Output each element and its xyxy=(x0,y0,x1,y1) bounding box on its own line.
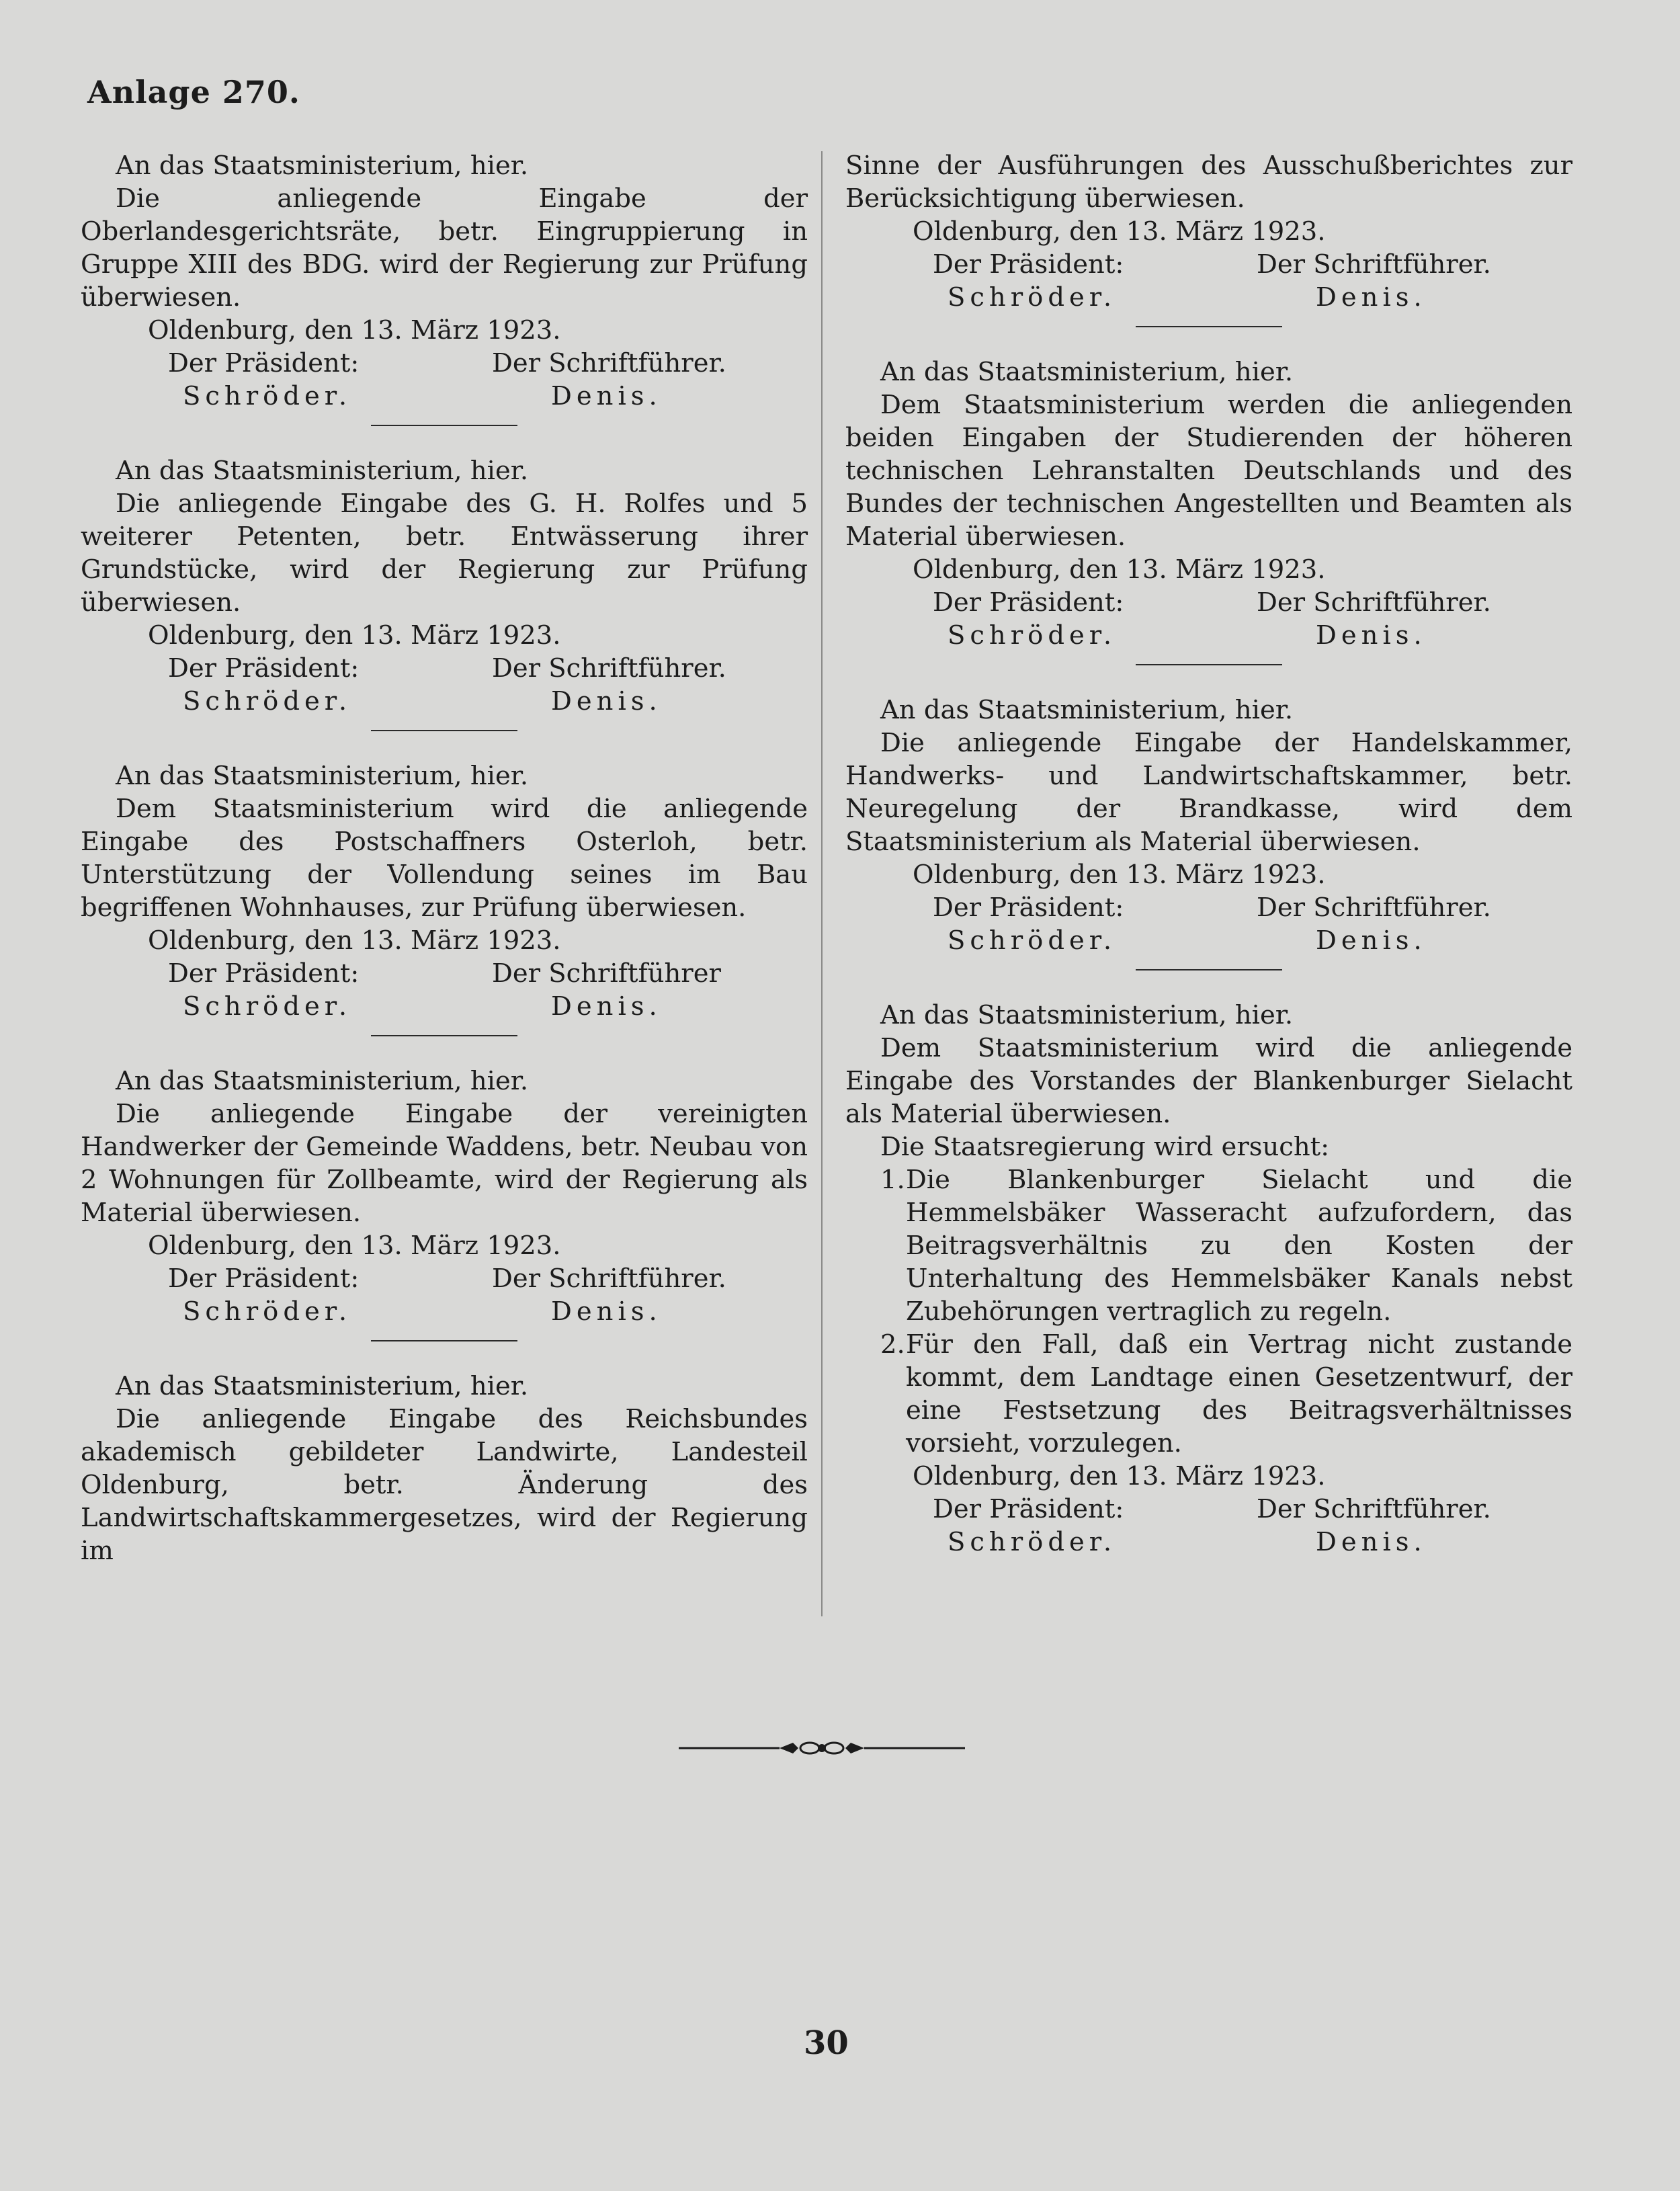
secretary-title: Der Schriftführer. xyxy=(492,1264,726,1294)
secretary-title: Der Schriftführer. xyxy=(1257,249,1491,280)
president-title: Der Präsident: xyxy=(168,958,360,989)
secretary-name: Denis. xyxy=(1316,282,1427,313)
resolution-entry xyxy=(845,149,1572,356)
signature-block xyxy=(845,586,1572,652)
secretary-name: Denis. xyxy=(1316,925,1427,956)
entry-heading: An das Staatsministerium, hier. xyxy=(880,357,1294,387)
secretary-name: Denis. xyxy=(551,381,662,411)
request-list xyxy=(845,1163,1572,1460)
president-name: Schröder. xyxy=(183,381,352,411)
president-name: Schröder. xyxy=(948,282,1117,313)
entry-date: Oldenburg, den 13. März 1923. xyxy=(913,1461,1326,1491)
resolution-entry xyxy=(81,1370,808,1567)
resolution-entry xyxy=(81,1065,808,1370)
entry-body: Die anliegende Eingabe der Oberlandesgerichtsräte, betr. Eingruppierung in Gruppe XIII des BDG. wird der Regierung zur Prüfung überwiesen. xyxy=(81,183,808,313)
secretary-title: Der Schriftführer xyxy=(492,958,721,989)
signature-block xyxy=(81,652,808,718)
entry-request: Die Staatsregierung wird ersucht: xyxy=(880,1132,1330,1162)
entry-date: Oldenburg, den 13. März 1923. xyxy=(913,216,1326,247)
list-item xyxy=(845,1163,1572,1328)
signature-block xyxy=(845,248,1572,314)
entry-heading: An das Staatsministerium, hier. xyxy=(116,151,529,181)
resolution-entry xyxy=(81,759,808,1065)
resolution-entry xyxy=(845,356,1572,694)
entry-heading: An das Staatsministerium, hier. xyxy=(116,761,529,791)
secretary-name: Denis. xyxy=(551,991,662,1022)
secretary-title: Der Schriftführer. xyxy=(1257,893,1491,923)
entry-heading: An das Staatsministerium, hier. xyxy=(880,695,1294,725)
page-number: 30 xyxy=(804,2024,849,2062)
entry-date: Oldenburg, den 13. März 1923. xyxy=(913,554,1326,585)
secretary-name: Denis. xyxy=(551,1296,662,1327)
entry-body: Die anliegende Eingabe der Handelskammer, Handwerks- und Landwirtschaftskammer, betr. Neuregelung der Brandkasse, wird dem Staatsministerium als Material überwiesen. xyxy=(845,728,1572,857)
president-name: Schröder. xyxy=(183,686,352,716)
secretary-title: Der Schriftführer. xyxy=(492,348,726,378)
left-column xyxy=(81,149,808,1567)
signature-block xyxy=(845,1493,1572,1559)
resolution-entry xyxy=(845,999,1572,1559)
signature-block xyxy=(81,1262,808,1328)
president-title: Der Präsident: xyxy=(168,348,360,378)
entry-heading: An das Staatsministerium, hier. xyxy=(116,456,529,486)
secretary-title: Der Schriftführer. xyxy=(1257,587,1491,618)
column-divider xyxy=(821,151,823,1616)
president-title: Der Präsident: xyxy=(933,893,1124,923)
signature-block xyxy=(81,957,808,1023)
resolution-entry xyxy=(81,454,808,759)
resolution-entry xyxy=(81,149,808,454)
entry-continuation: Sinne der Ausführungen des Ausschußberichtes zur Berücksichtigung überwiesen. xyxy=(845,151,1572,214)
list-item-text: Für den Fall, daß ein Vertrag nicht zustande kommt, dem Landtage einen Gesetzentwurf, der eine Festsetzung des Beitragsverhältnisses vorsieht, vorzulegen. xyxy=(906,1329,1572,1458)
president-title: Der Präsident: xyxy=(168,1264,360,1294)
entry-heading: An das Staatsministerium, hier. xyxy=(880,1000,1294,1030)
president-title: Der Präsident: xyxy=(933,1494,1124,1524)
end-ornament xyxy=(679,1739,965,1757)
president-name: Schröder. xyxy=(948,1527,1117,1557)
list-item xyxy=(845,1328,1572,1460)
president-name: Schröder. xyxy=(948,620,1117,651)
entry-date: Oldenburg, den 13. März 1923. xyxy=(148,620,561,651)
entry-body: Dem Staatsministerium werden die anliegenden beiden Eingaben der Studierenden der höheren technischen Lehranstalten Deutschlands und des Bundes der technischen Angestellten und Beamten als Material überwiesen. xyxy=(845,390,1572,552)
president-name: Schröder. xyxy=(948,925,1117,956)
entry-body: Die anliegende Eingabe der vereinigten Handwerker der Gemeinde Waddens, betr. Neubau von 2 Wohnungen für Zollbeamte, wird der Regierung als Material überwiesen. xyxy=(81,1099,808,1228)
secretary-title: Der Schriftführer. xyxy=(492,653,726,684)
president-title: Der Präsident: xyxy=(933,587,1124,618)
entry-date: Oldenburg, den 13. März 1923. xyxy=(148,1231,561,1261)
president-title: Der Präsident: xyxy=(168,653,360,684)
list-item-number: 1. xyxy=(880,1165,905,1195)
page-label: Anlage 270. xyxy=(87,74,300,110)
list-item-number: 2. xyxy=(880,1329,905,1360)
entry-body: Dem Staatsministerium wird die anliegende Eingabe des Postschaffners Osterloh, betr. Unterstützung der Vollendung seines im Bau begriffenen Wohnhauses, zur Prüfung überwiesen. xyxy=(81,794,808,923)
entry-body: Die anliegende Eingabe des G. H. Rolfes und 5 weiterer Petenten, betr. Entwässerung ihrer Grundstücke, wird der Regierung zur Prüfung überwiesen. xyxy=(81,489,808,618)
list-item-text: Die Blankenburger Sielacht und die Hemmelsbäker Wasseracht aufzufordern, das Beitragsverhältnis zu den Kosten der Unterhaltung des Hemmelsbäker Kanals nebst Zubehörungen vertraglich zu regeln. xyxy=(906,1165,1572,1327)
president-title: Der Präsident: xyxy=(933,249,1124,280)
secretary-name: Denis. xyxy=(1316,620,1427,651)
president-name: Schröder. xyxy=(183,1296,352,1327)
secretary-name: Denis. xyxy=(551,686,662,716)
entry-date: Oldenburg, den 13. März 1923. xyxy=(913,860,1326,890)
resolution-entry xyxy=(845,694,1572,999)
entry-heading: An das Staatsministerium, hier. xyxy=(116,1066,529,1096)
entry-body: Dem Staatsministerium wird die anliegende Eingabe des Vorstandes der Blankenburger Sielacht als Material überwiesen. xyxy=(845,1033,1572,1129)
entry-heading: An das Staatsministerium, hier. xyxy=(116,1371,529,1401)
signature-block xyxy=(845,891,1572,957)
entry-date: Oldenburg, den 13. März 1923. xyxy=(148,315,561,345)
president-name: Schröder. xyxy=(183,991,352,1022)
entry-body: Die anliegende Eingabe des Reichsbundes akademisch gebildeter Landwirte, Landesteil Oldenburg, betr. Änderung des Landwirtschaftskammergesetzes, wird der Regierung im xyxy=(81,1404,808,1566)
right-column xyxy=(845,149,1572,1559)
secretary-title: Der Schriftführer. xyxy=(1257,1494,1491,1524)
secretary-name: Denis. xyxy=(1316,1527,1427,1557)
entry-date: Oldenburg, den 13. März 1923. xyxy=(148,925,561,956)
signature-block xyxy=(81,347,808,413)
